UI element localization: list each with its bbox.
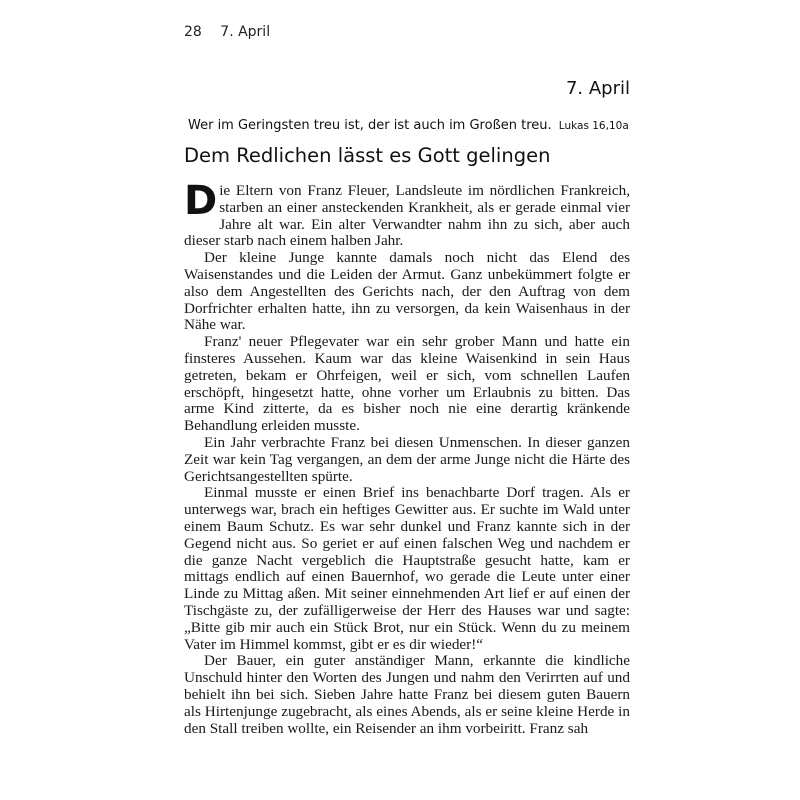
paragraph: Franz' neuer Pflegevater war ein sehr grober Mann und hatte ein finsteres Aussehen. Kaum war das kleine Waisenkind in sein Haus getreten, bekam er Ohrfeigen, weil er sich, vom schnellen Laufen erschöpft, hingesetzt hatte, ohne vorher um Erlaubnis zu bitten. Das arme Kind zitterte, da es bisher noch nie eine derartig kränkende Behandlung erleiden musste.	[184, 333, 630, 435]
bible-verse	[188, 118, 644, 133]
verse-reference: Lukas 16,10a	[558, 120, 629, 132]
running-title: 7. April	[220, 24, 271, 40]
running-header	[184, 24, 270, 40]
paragraph: Die Eltern von Franz Fleuer, Landsleute im nördlichen Frankreich, starben an einer ansteckenden Krankheit, als er gerade einmal vier Jahre alt war. Ein alter Verwandter nahm ihn zu sich, aber auch dieser starb nach einem halben Jahr.	[184, 178, 630, 250]
page-number: 28	[184, 24, 202, 40]
paragraph: Der kleine Junge kannte damals noch nicht das Elend des Waisenstandes und die Leiden der Armut. Ganz unbekümmert folgte er also dem Angestellten des Gerichts nach, der den Auftrag von dem Dorfrichter erhalten hatte, ihn zu versorgen, da kein Waisenhaus in der Nähe war.	[184, 249, 630, 334]
devotional-title: Dem Redlichen lässt es Gott gelingen	[184, 144, 551, 167]
body-text	[184, 178, 630, 737]
verse-text: Wer im Geringsten treu ist, der ist auch im Großen treu.	[188, 118, 552, 133]
date-heading: 7. April	[565, 78, 630, 99]
drop-cap: D	[184, 178, 218, 224]
paragraph: Der Bauer, ein guter anständiger Mann, erkannte die kindliche Unschuld hinter den Worten des Jungen und nahm den Verirrten auf und behielt ihn bei sich. Sieben Jahre hatte Franz bei diesem guten Bauern als Hirtenjunge zugebracht, als eines Abends, als er seine kleine Herde in den Stall treiben wollte, ein Reisender an ihm vorbeiritt. Franz sah	[184, 652, 630, 737]
paragraph: Einmal musste er einen Brief ins benachbarte Dorf tragen. Als er unterwegs war, brach ein heftiges Gewitter aus. Er suchte im Wald unter einem Baum Schutz. Es war sehr dunkel und Franz kannte sich in der Gegend nicht aus. So geriet er auf einen falschen Weg und nachdem er die ganze Nacht vergeblich die Hauptstraße gesucht hatte, kam er mittags endlich auf einen Bauernhof, wo gerade die Leute unter einer Linde zu Mittag aßen. Mit seiner einnehmenden Art lief er auf einen der Tischgäste zu, der zufälligerweise der Herr des Hauses war und sagte: „Bitte gib mir auch ein Stück Brot, nur ein Stück. Wenn du zu meinem Vater im Himmel kommst, gibt er es dir wieder!“	[184, 484, 630, 653]
paragraph: Ein Jahr verbrachte Franz bei diesen Unmenschen. In dieser ganzen Zeit war kein Tag vergangen, an dem der arme Junge nicht die Härte des Gerichtsangestellten spürte.	[184, 433, 630, 485]
